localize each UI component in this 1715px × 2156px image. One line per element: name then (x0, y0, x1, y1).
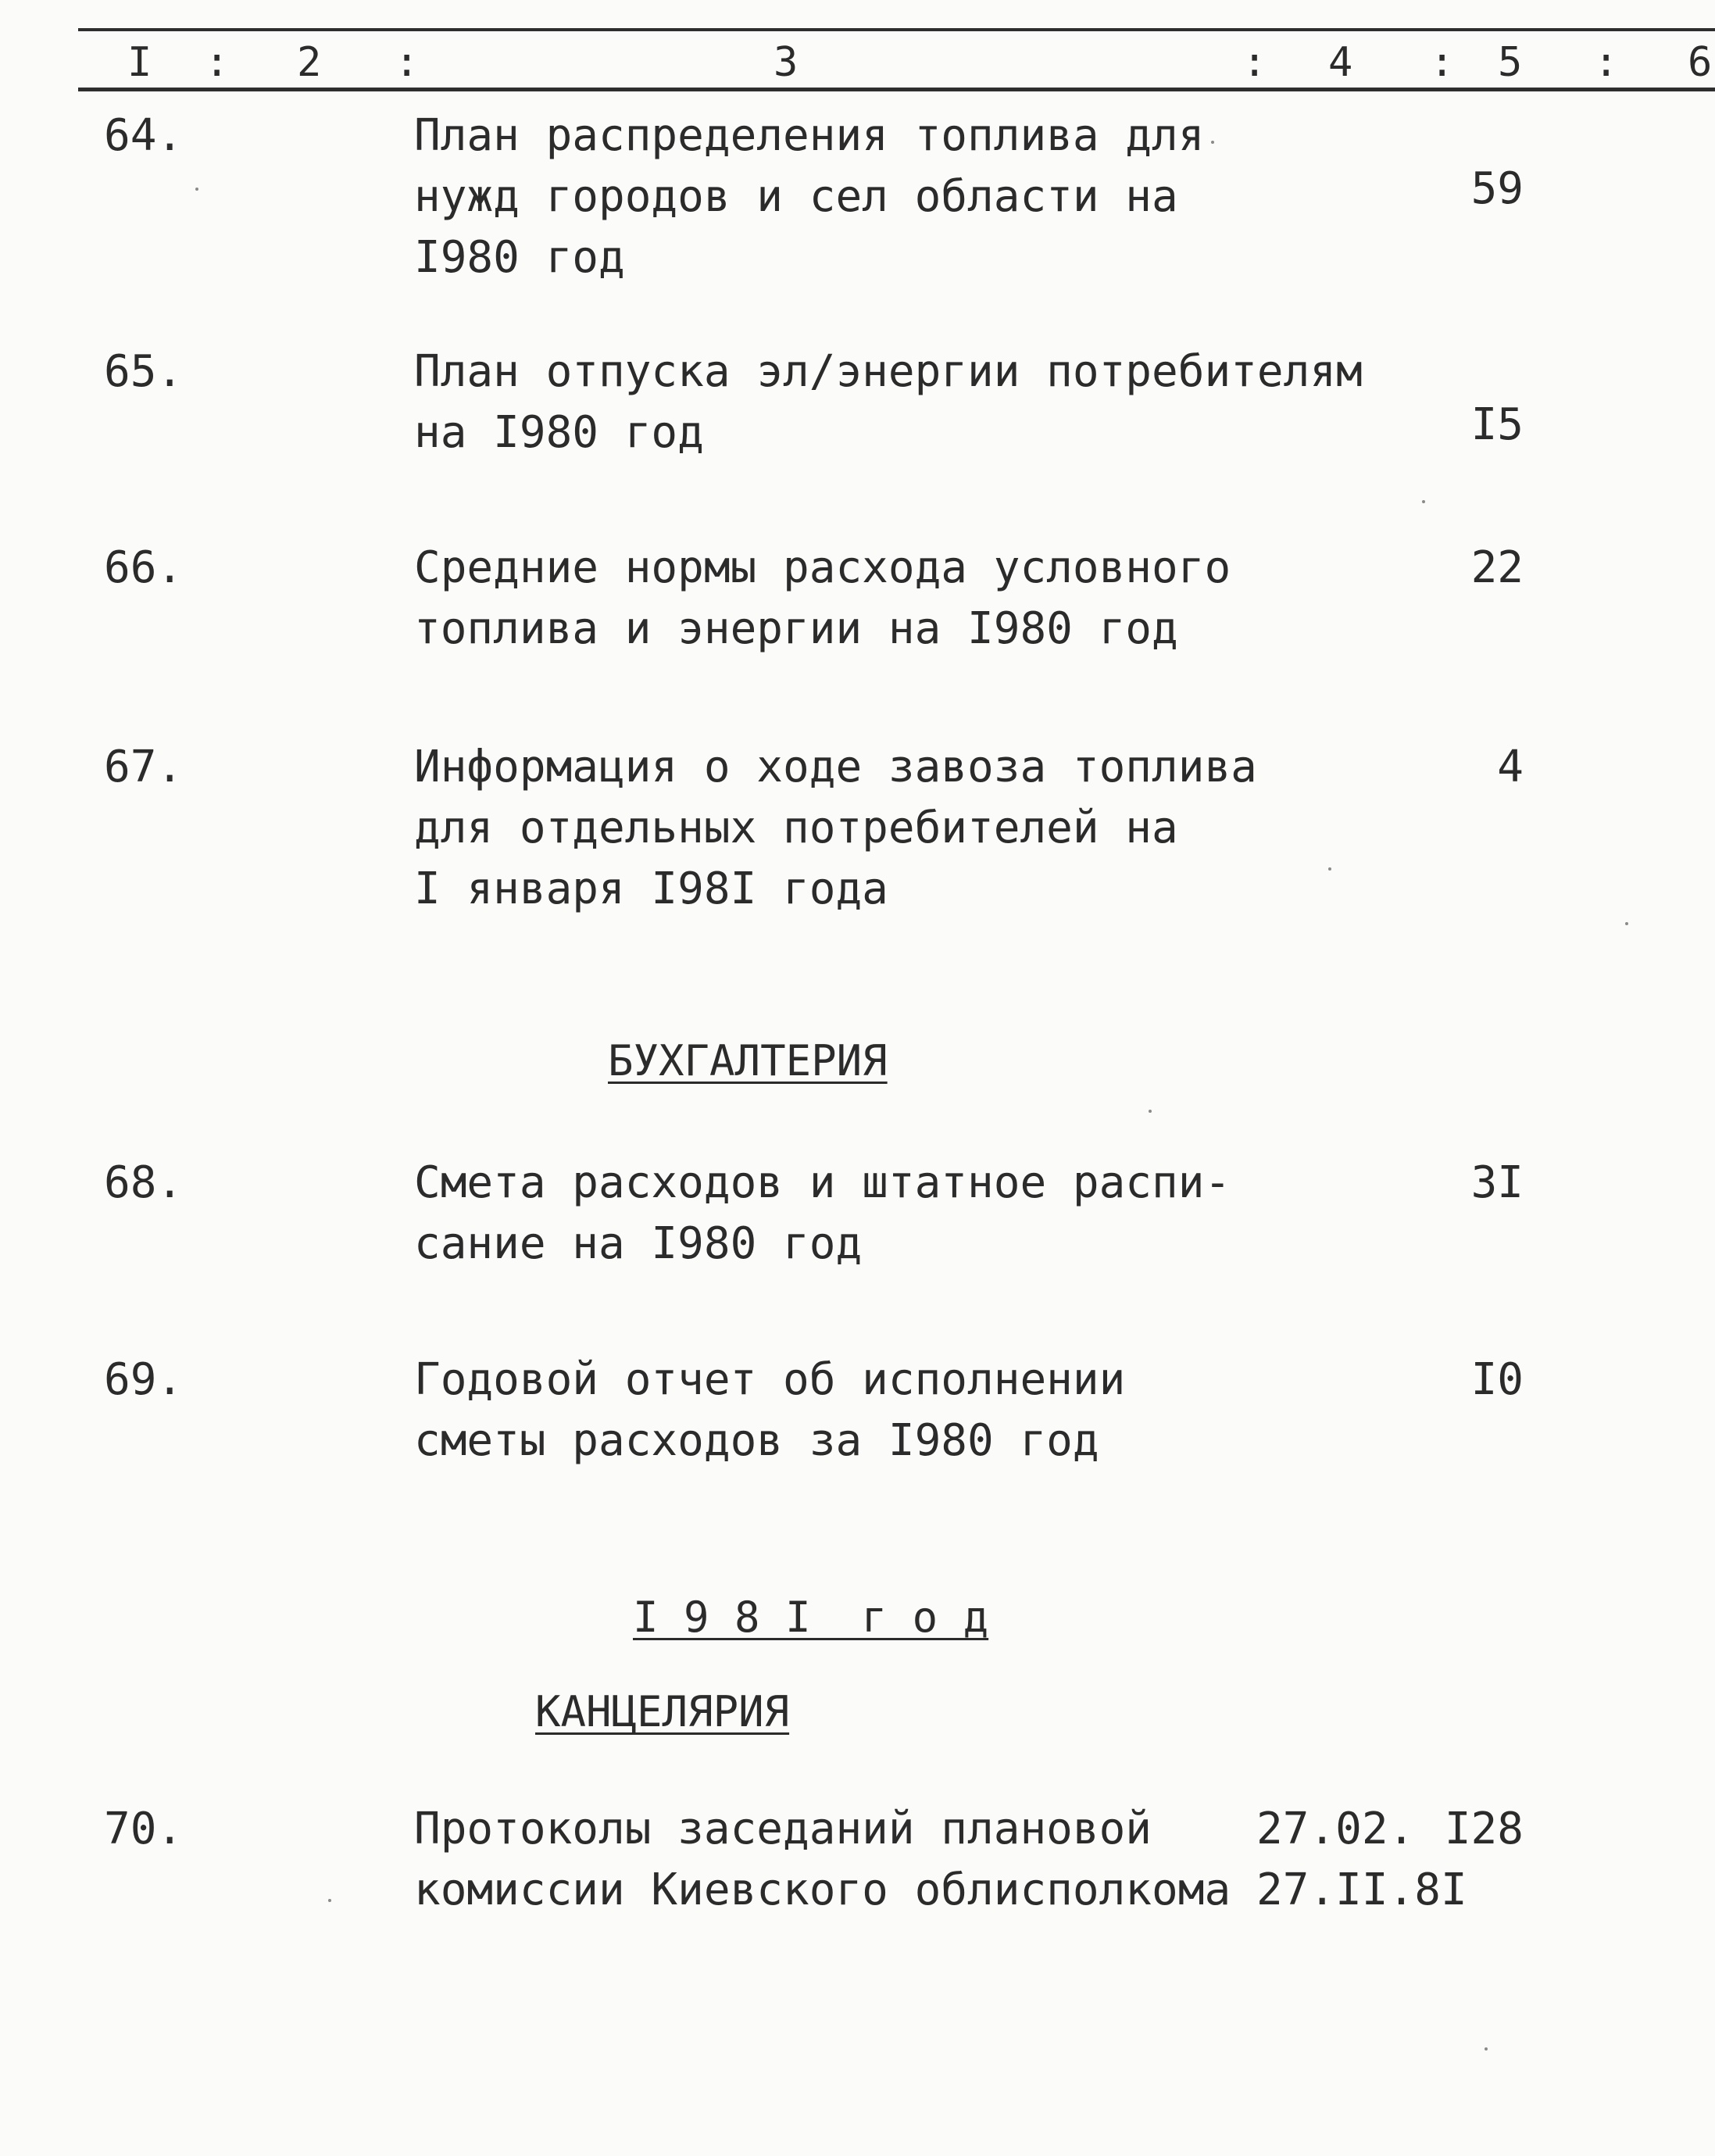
header-sep: : (205, 39, 230, 86)
scan-speck (1328, 867, 1331, 871)
entry-line: комиссии Киевского облисполкома (414, 1865, 1231, 1915)
entry-line: сание на I980 год (414, 1218, 863, 1269)
entry-description (414, 105, 1204, 288)
entry-line: топлива и энергии на I980 год (414, 603, 1178, 654)
entry-line: для отдельных потребителей на (414, 803, 1178, 853)
entry-number: 70. (104, 1804, 184, 1854)
header-col-2: 2 (297, 39, 322, 86)
entry-sheet-count: 22 (1470, 542, 1524, 593)
entry-line: сметы расходов за I980 год (414, 1415, 1099, 1466)
section-heading-year: I 9 8 I г о д (633, 1593, 989, 1642)
entry-number: 65. (104, 346, 184, 397)
entry-number: 69. (104, 1354, 184, 1405)
header-col-5: 5 (1498, 39, 1523, 86)
entry-number: 68. (104, 1157, 184, 1208)
scan-speck (195, 188, 198, 191)
entry-line: План отпуска эл/энергии потребителям (414, 346, 1363, 397)
entry-line: I980 год (414, 232, 625, 283)
entry-date-end: 27.II.8I (1256, 1865, 1467, 1915)
entry-number: 64. (104, 110, 184, 161)
entry-description (414, 1153, 1231, 1275)
entry-line: Годовой отчет об исполнении (414, 1354, 1126, 1405)
entry-dates (1256, 1799, 1467, 1921)
entry-description (414, 1350, 1125, 1471)
header-underline (78, 88, 1715, 91)
entry-line: нужд городов и сел области на (414, 171, 1178, 222)
entry-line: на I980 год (414, 407, 704, 458)
entry-date-start: 27.02. (1256, 1804, 1415, 1854)
scan-speck (1149, 1110, 1152, 1113)
header-col-4: 4 (1328, 39, 1353, 86)
entry-number: 67. (104, 742, 184, 792)
entry-line: Информация о ходе завоза топлива (414, 742, 1257, 792)
entry-sheet-count: 3I (1470, 1157, 1524, 1208)
scan-speck (1485, 2047, 1488, 2051)
header-col-3: 3 (774, 39, 799, 86)
entry-sheet-count: I28 (1444, 1804, 1524, 1854)
header-sep: : (1430, 39, 1455, 86)
entry-sheet-count: I5 (1470, 399, 1524, 450)
entry-line: Смета расходов и штатное распи- (414, 1157, 1231, 1208)
scan-speck (1211, 141, 1214, 144)
entry-description (414, 341, 1363, 463)
entry-line: Средние нормы расхода условного (414, 542, 1231, 593)
entry-number: 66. (104, 542, 184, 593)
section-heading-accounting: БУХГАЛТЕРИЯ (608, 1036, 888, 1085)
entry-line: I января I98I года (414, 863, 888, 914)
header-sep: : (1242, 39, 1267, 86)
top-rule (78, 28, 1715, 31)
entry-description (414, 538, 1231, 660)
scan-speck (1625, 922, 1628, 925)
entry-line: План распределения топлива для (414, 110, 1205, 161)
entry-sheet-count: 4 (1497, 742, 1524, 792)
header-col-6: 6 (1688, 39, 1713, 86)
entry-sheet-count: I0 (1470, 1354, 1524, 1405)
header-sep: : (1594, 39, 1619, 86)
entry-line: Протоколы заседаний плановой (414, 1804, 1152, 1854)
entry-description (414, 1799, 1231, 1921)
header-col-1: I (127, 39, 152, 86)
entry-description (414, 737, 1257, 920)
section-heading-chancellery: КАНЦЕЛЯРИЯ (535, 1687, 790, 1736)
header-sep: : (395, 39, 420, 86)
scan-speck (1422, 500, 1425, 503)
scan-speck (328, 1899, 331, 1902)
entry-sheet-count: 59 (1470, 163, 1524, 214)
